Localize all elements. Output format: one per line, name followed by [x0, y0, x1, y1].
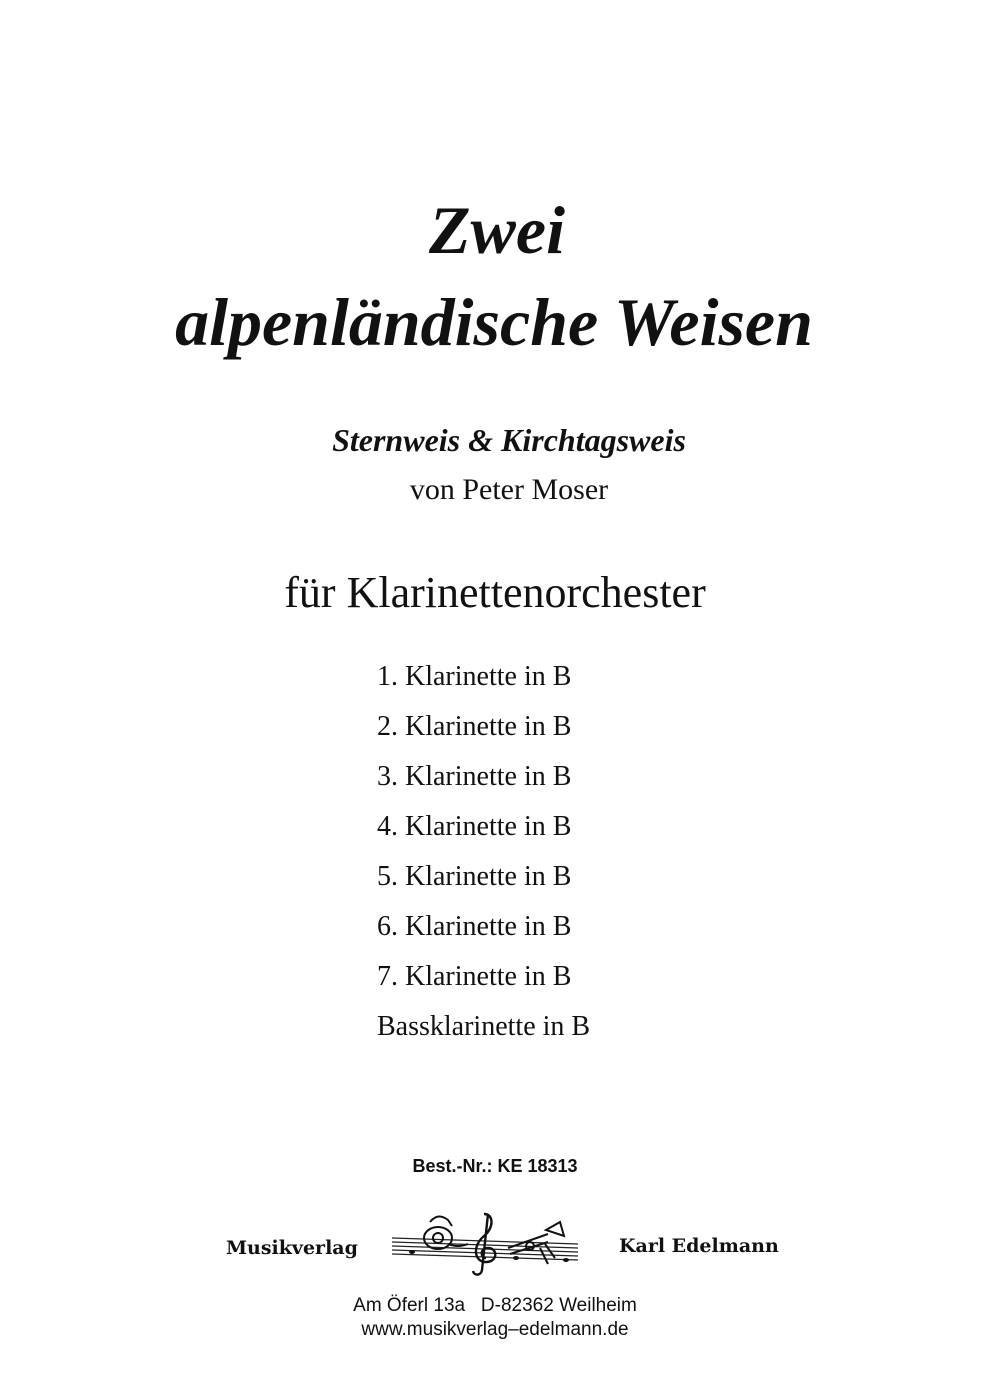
publisher-name-left: Musikverlag — [226, 1237, 358, 1259]
publisher-name-right: Karl Edelmann — [619, 1235, 779, 1257]
title-line-2: alpenländische Weisen — [175, 284, 813, 360]
ensemble: für Klarinettenorchester — [284, 568, 706, 617]
part-item: Bassklarinette in B — [377, 1011, 591, 1042]
composer: von Peter Moser — [409, 473, 609, 506]
part-item: 2. Klarinette in B — [377, 711, 572, 742]
part-item: 3. Klarinette in B — [377, 761, 572, 792]
subtitle: Sternweis & Kirchtagsweis — [332, 422, 686, 458]
part-item: 4. Klarinette in B — [377, 811, 572, 842]
parts-list — [0, 652, 994, 1052]
music-instruments-treble-clef-logo-icon — [390, 1208, 580, 1278]
part-item: 6. Klarinette in B — [377, 911, 572, 942]
title-line-1: Zwei — [429, 192, 565, 268]
publisher-website: www.musikverlag–edelmann.de — [361, 1319, 629, 1340]
part-item: 1. Klarinette in B — [377, 661, 572, 692]
order-number: Best.-Nr.: KE 18313 — [412, 1156, 578, 1176]
part-item: 5. Klarinette in B — [377, 861, 572, 892]
part-item: 7. Klarinette in B — [377, 961, 572, 992]
publisher-address: Am Öferl 13a D-82362 Weilheim — [353, 1295, 637, 1316]
